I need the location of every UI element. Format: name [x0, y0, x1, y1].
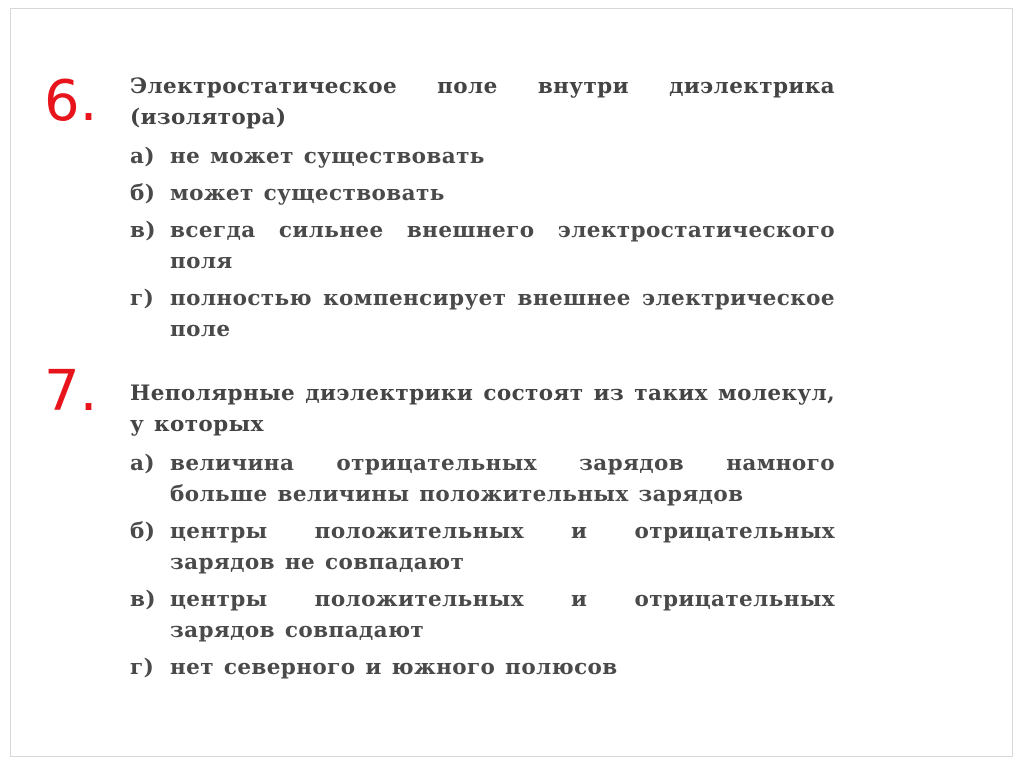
option-letter: в): [130, 218, 156, 243]
question-number: 7.: [44, 359, 98, 424]
option-letter: а): [130, 144, 155, 169]
answer-option-g: [130, 283, 835, 345]
answer-option-v: [130, 584, 835, 646]
option-text: величина отрицательных зарядов намного больше величины положительных зарядов: [170, 451, 835, 507]
option-text: может существовать: [170, 181, 445, 206]
option-letter: б): [130, 519, 156, 544]
question-stem: Неполярные диэлектрики состоят из таких молекул, у которых: [130, 381, 835, 437]
answer-option-a: [130, 141, 835, 172]
answer-option-b: [130, 516, 835, 578]
question-stem: Электростатическое поле внутри диэлектрика (изолятора): [130, 74, 835, 130]
question-number: 6.: [44, 69, 98, 134]
option-letter: г): [130, 655, 155, 680]
answer-option-a: [130, 448, 835, 510]
option-text: полностью компенсирует внешнее электрическое поле: [170, 286, 835, 342]
question-7: [130, 378, 835, 689]
option-text: центры положительных и отрицательных зарядов не совпадают: [170, 519, 835, 575]
option-text: не может существовать: [170, 144, 485, 169]
answer-options: [130, 141, 835, 345]
answer-option-g: [130, 652, 835, 683]
option-letter: г): [130, 286, 155, 311]
option-letter: б): [130, 181, 156, 206]
option-letter: в): [130, 587, 156, 612]
answer-options: [130, 448, 835, 683]
option-text: центры положительных и отрицательных зарядов совпадают: [170, 587, 835, 643]
option-text: нет северного и южного полюсов: [170, 655, 618, 680]
option-text: всегда сильнее внешнего электростатического поля: [170, 218, 835, 274]
option-letter: а): [130, 451, 155, 476]
question-6: [130, 71, 835, 351]
answer-option-b: [130, 178, 835, 209]
answer-option-v: [130, 215, 835, 277]
